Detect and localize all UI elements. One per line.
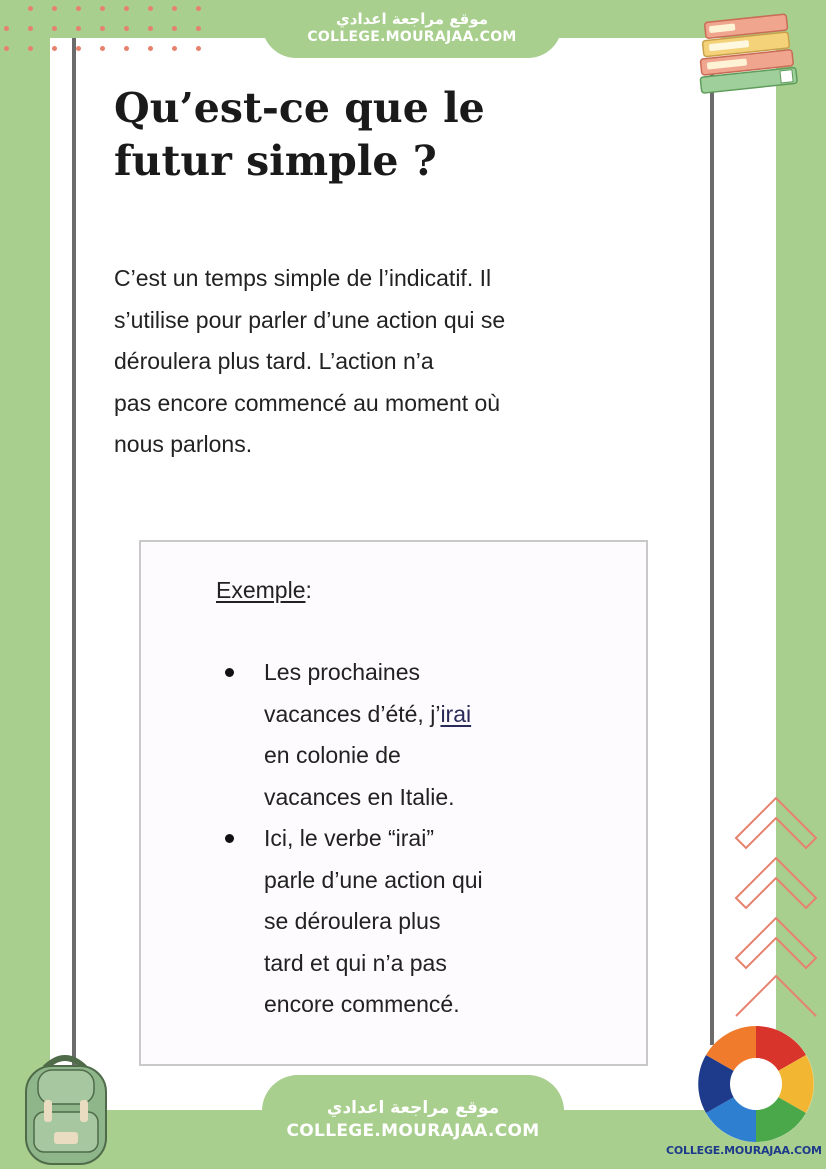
page-title <box>114 82 674 188</box>
paragraph-line-5: nous parlons. <box>114 431 253 457</box>
logo-text: COLLEGE.MOURAJAA.COM <box>666 1144 822 1157</box>
paragraph-line-3: déroulera plus tard. L’action n’a <box>114 348 434 374</box>
decorative-dots <box>0 0 210 60</box>
footer-site-url[interactable]: COLLEGE.MOURAJAA.COM <box>286 1121 540 1141</box>
paragraph-line-4: pas encore commencé au moment où <box>114 389 501 416</box>
list-item: Les prochaines vacances d’été, j’irai en colonie de vacances en Italie. <box>219 652 619 818</box>
right-margin-rule <box>710 60 714 1045</box>
example-label: Exemple: <box>216 577 312 603</box>
paragraph-line-1: C’est un temps simple de l’indicatif. Il <box>114 265 492 291</box>
example-list <box>219 652 619 1026</box>
header-site-arabic: موقع مراجعة اعدادي <box>336 10 488 28</box>
books-stack-icon <box>694 12 806 96</box>
example-box <box>139 540 648 1066</box>
title-line-2: futur simple ? <box>114 137 437 185</box>
header-site-url[interactable]: COLLEGE.MOURAJAA.COM <box>307 29 517 45</box>
definition-paragraph <box>114 258 684 466</box>
backpack-icon <box>10 1050 120 1165</box>
header-banner <box>262 0 562 58</box>
verb-irai: irai <box>440 700 472 727</box>
footer-site-arabic: موقع مراجعة اعدادي <box>326 1098 500 1118</box>
education-wheel-logo-icon <box>694 1022 818 1146</box>
chevron-up-icon <box>730 790 820 1020</box>
list-item: Ici, le verbe “irai” parle d’une action qui se déroulera plus tard et qui n’a pas encore commencé. <box>219 818 619 1026</box>
footer-banner <box>262 1075 564 1169</box>
left-margin-rule <box>72 38 76 1073</box>
title-line-1: Qu’est-ce que le <box>114 84 485 132</box>
paragraph-line-2: s’utilise pour parler d’une action qui se <box>114 306 506 333</box>
